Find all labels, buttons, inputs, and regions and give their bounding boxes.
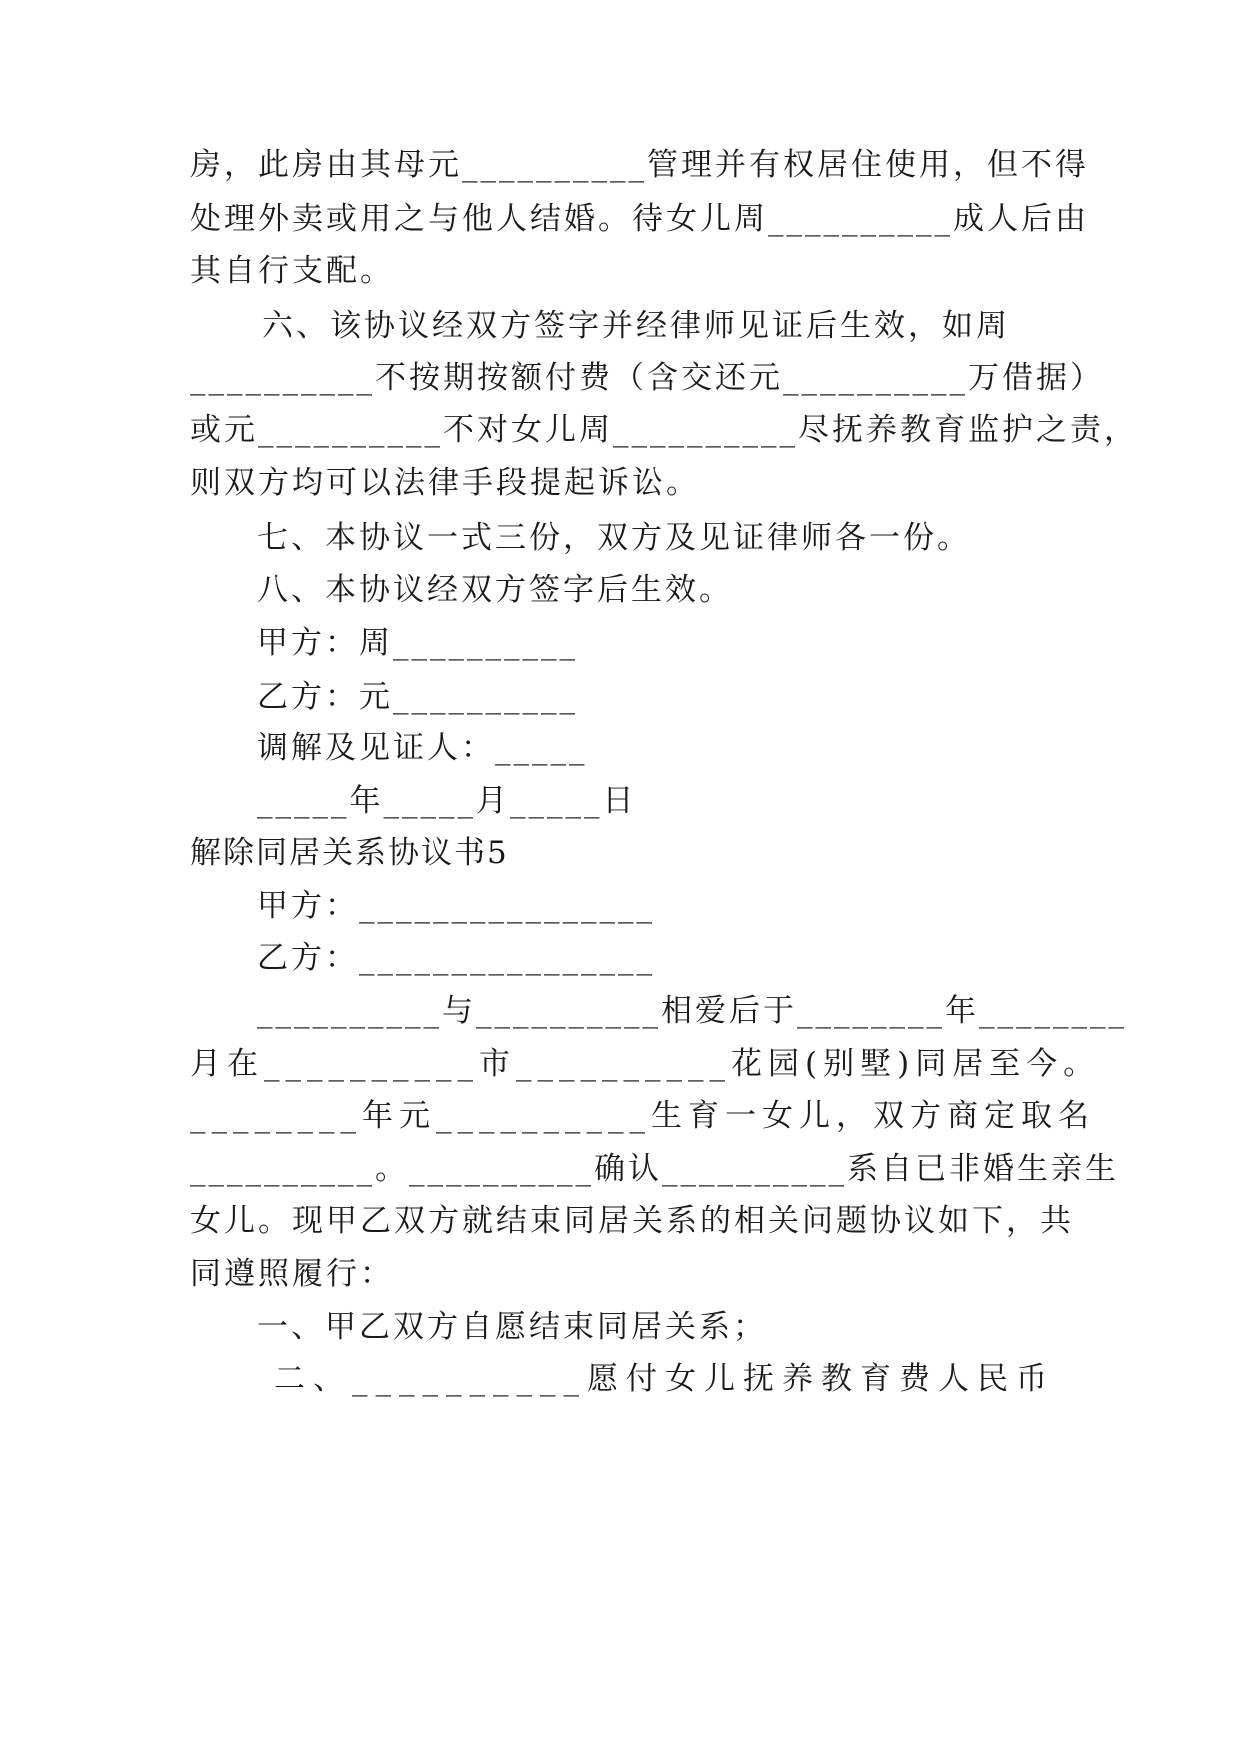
paragraph-line: __________。__________确认__________系自已非婚生亲生	[190, 1151, 1119, 1187]
party-a-signature: 甲方：周__________	[257, 625, 578, 661]
paragraph-line: 女儿。现甲乙双方就结束同居关系的相关问题协议如下，共	[190, 1203, 1074, 1239]
mediator-witness: 调解及见证人：_____	[257, 730, 588, 766]
party-b-signature: 乙方：元__________	[257, 679, 578, 715]
party-b-field: 乙方：________________	[257, 940, 655, 976]
clause-one: 一、甲乙双方自愿结束同居关系；	[257, 1309, 767, 1345]
clause-two: 二、__________愿付女儿抚养教育费人民币	[274, 1361, 1055, 1397]
paragraph-line: 或元__________不对女儿周__________尽抚养教育监护之责，	[190, 412, 1138, 448]
paragraph-line: 月在__________市__________花园(别墅)同居至今。	[190, 1046, 1101, 1082]
paragraph-line: ________年元__________生育一女儿，双方商定取名	[190, 1098, 1095, 1134]
paragraph-line: 同遵照履行：	[190, 1256, 394, 1292]
clause-eight: 八、本协议经双方签字后生效。	[257, 572, 733, 608]
agreement-title: 解除同居关系协议书5	[190, 835, 509, 871]
paragraph-line: __________与__________相爱后于________年________	[257, 993, 1127, 1029]
paragraph-line: 房，此房由其母元__________管理并有权居住使用，但不得	[190, 147, 1089, 183]
paragraph-line: 其自行支配。	[190, 253, 394, 289]
paragraph-line: 处理外卖或用之与他人结婚。待女儿周__________成人后由	[190, 201, 1089, 237]
paragraph-line: __________不按期按额付费（含交还元__________万借据）	[190, 360, 1104, 396]
party-a-field: 甲方：________________	[257, 888, 655, 924]
clause-six: 六、该协议经双方签字并经律师见证后生效，如周	[262, 308, 1010, 344]
clause-seven: 七、本协议一式三份，双方及见证律师各一份。	[257, 520, 971, 556]
paragraph-line: 则双方均可以法律手段提起诉讼。	[190, 465, 700, 501]
signing-date: _____年_____月_____日	[257, 783, 637, 819]
